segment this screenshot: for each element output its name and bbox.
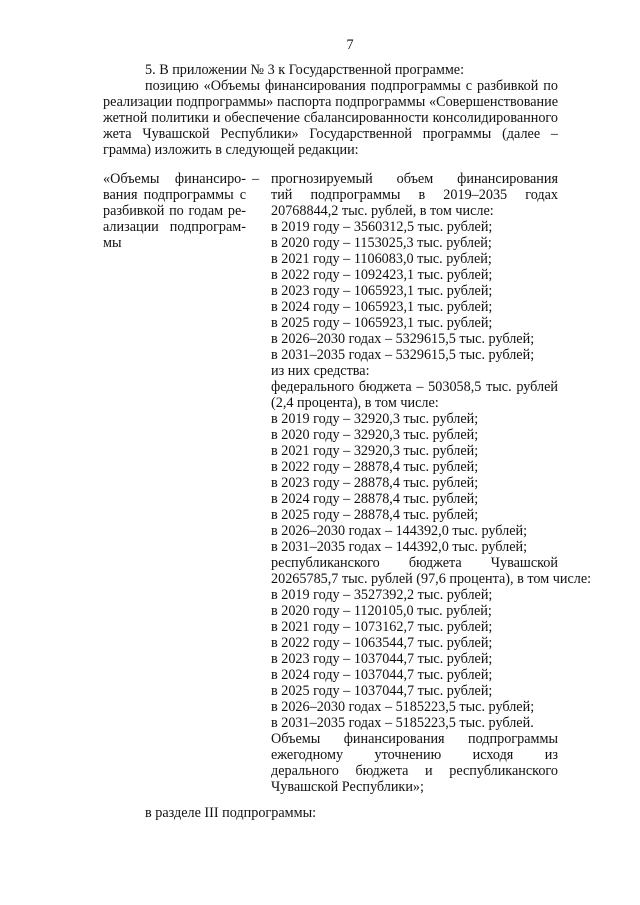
right-cell-line: в 2021 году – 32920,3 тыс. рублей; (271, 443, 479, 459)
page-number: 7 (346, 37, 354, 53)
right-cell-line: в 2026–2030 годах – 5185223,5 тыс. рублей; (271, 699, 535, 715)
right-cell-line: республиканского бюджета Чувашской (271, 555, 558, 571)
right-cell-line: в 2031–2035 годах – 5329615,5 тыс. рублей; (271, 347, 535, 363)
table-right-cell (271, 171, 592, 795)
right-cell-line: Чувашской Республики»; (271, 779, 424, 795)
left-cell-line: разбивкой по годам ре- (103, 203, 246, 219)
right-cell-line: в 2024 году – 28878,4 тыс. рублей; (271, 491, 479, 507)
intro-paragraph (103, 62, 558, 158)
left-cell-line: «Объемы финансиро- (103, 171, 246, 187)
right-cell-line: в 2019 году – 3527392,2 тыс. рублей; (271, 587, 493, 603)
right-cell-line: в 2021 году – 1106083,0 тыс. рублей; (271, 251, 492, 267)
right-cell-line: в 2026–2030 годах – 144392,0 тыс. рублей; (271, 523, 528, 539)
right-cell-line: в 2026–2030 годах – 5329615,5 тыс. рублей; (271, 331, 535, 347)
right-cell-line: тий подпрограммы в 2019–2035 годах (271, 187, 558, 203)
right-cell-line: в 2025 году – 1065923,1 тыс. рублей; (271, 315, 493, 331)
right-cell-line: в 2025 году – 28878,4 тыс. рублей; (271, 507, 479, 523)
right-cell-line: в 2022 году – 1092423,1 тыс. рублей; (271, 267, 493, 283)
left-cell-line: мы (103, 235, 122, 251)
right-cell-line: в 2022 году – 1063544,7 тыс. рублей; (271, 635, 493, 651)
left-cell-line: вания подпрограммы с (103, 187, 246, 203)
intro-line: грамма) изложить в следующей редакции: (103, 142, 359, 158)
intro-line: жетной политики и обеспечение сбалансированности консолидированного (103, 110, 558, 126)
right-cell-line: из них средства: (271, 363, 370, 379)
right-cell-line: (2,4 процента), в том числе: (271, 395, 439, 411)
right-cell-line: в 2020 году – 1120105,0 тыс. рублей; (271, 603, 492, 619)
right-cell-line: в 2019 году – 32920,3 тыс. рублей; (271, 411, 479, 427)
right-cell-line: в 2024 году – 1037044,7 тыс. рублей; (271, 667, 493, 683)
right-cell-line: в 2023 году – 28878,4 тыс. рублей; (271, 475, 479, 491)
outro-text: в разделе III подпрограммы: (145, 805, 317, 821)
right-cell-line: в 2021 году – 1073162,7 тыс. рублей; (271, 619, 493, 635)
intro-line: позицию «Объемы финансирования подпрограммы с разбивкой по (145, 78, 558, 94)
right-cell-line: дерального бюджета и республиканского (271, 763, 558, 779)
right-cell-line: в 2020 году – 1153025,3 тыс. рублей; (271, 235, 492, 251)
right-cell-line: в 2023 году – 1037044,7 тыс. рублей; (271, 651, 493, 667)
intro-line: жета Чувашской Республики» Государственной программы (далее – (103, 126, 558, 142)
right-cell-line: федерального бюджета – 503058,5 тыс. рублей (271, 379, 558, 395)
right-cell-line: в 2020 году – 32920,3 тыс. рублей; (271, 427, 479, 443)
right-cell-line: прогнозируемый объем финансирования (271, 171, 558, 187)
left-cell-line: ализации подпрограм- (103, 219, 246, 235)
right-cell-line: в 2031–2035 годах – 144392,0 тыс. рублей; (271, 539, 528, 555)
table-dash: – (252, 171, 260, 187)
intro-line: 5. В приложении № 3 к Государственной программе: (145, 62, 465, 78)
right-cell-line: в 2019 году – 3560312,5 тыс. рублей; (271, 219, 493, 235)
right-cell-line: 20265785,7 тыс. рублей (97,6 процента), в том числе: (271, 571, 592, 587)
right-cell-line: в 2025 году – 1037044,7 тыс. рублей; (271, 683, 493, 699)
right-cell-line: ежегодному уточнению исходя из (271, 747, 558, 763)
right-cell-line: Объемы финансирования подпрограммы (271, 731, 558, 747)
right-cell-line: 20768844,2 тыс. рублей, в том числе: (271, 203, 494, 219)
right-cell-line: в 2031–2035 годах – 5185223,5 тыс. рублей. (271, 715, 534, 731)
right-cell-line: в 2022 году – 28878,4 тыс. рублей; (271, 459, 479, 475)
right-cell-line: в 2023 году – 1065923,1 тыс. рублей; (271, 283, 493, 299)
intro-line: реализации подпрограммы» паспорта подпрограммы «Совершенствование (103, 94, 558, 110)
right-cell-line: в 2024 году – 1065923,1 тыс. рублей; (271, 299, 493, 315)
table-left-cell (103, 171, 246, 251)
